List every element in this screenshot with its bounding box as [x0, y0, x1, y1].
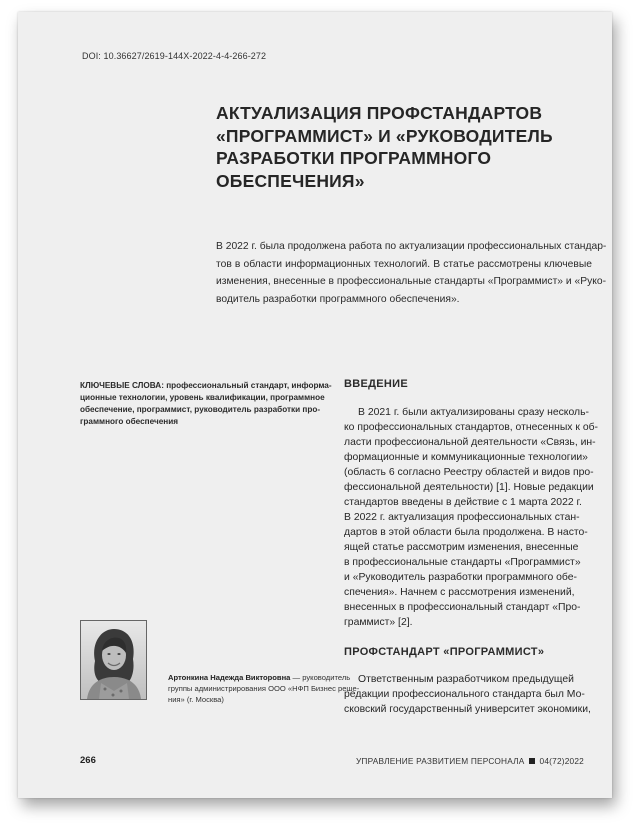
abstract-line: В 2022 г. была продолжена работа по актуализации профессиональных стандар- — [216, 241, 607, 252]
intro-line: фессиональной деятельности) [1]. Новые редакции — [344, 482, 594, 493]
abstract-line: изменения, внесенные в профессиональные стандарты «Программист» и «Руко- — [216, 276, 606, 287]
intro-line: дартов в этой области была продолжена. В насто- — [344, 527, 588, 538]
programmer-line: редакции профессионального стандарта был Мо- — [344, 689, 585, 700]
intro-line: ящей статье рассмотрим изменения, внесенные — [344, 542, 579, 553]
programmer-heading: ПРОФСТАНДАРТ «ПРОГРАММИСТ» — [344, 646, 545, 658]
intro-paragraph — [344, 405, 599, 630]
author-line: ния» (г. Москва) — [168, 695, 224, 704]
title-line: РАЗРАБОТКИ ПРОГРАММНОГО — [216, 148, 492, 168]
intro-heading: ВВЕДЕНИЕ — [344, 378, 408, 390]
title-line: ОБЕСПЕЧЕНИЯ» — [216, 170, 365, 191]
intro-line: граммист» [2]. — [344, 617, 413, 628]
title-line: «ПРОГРАММИСТ» И «РУКОВОДИТЕЛЬ — [216, 125, 553, 146]
intro-line: В 2021 г. были актуализированы сразу несколь- — [358, 407, 589, 418]
author-photo — [80, 620, 147, 700]
intro-line: (область 6 согласно Реестру областей и видов про- — [344, 467, 594, 478]
author-portrait-icon — [81, 621, 146, 699]
keywords-line: КЛЮЧЕВЫЕ СЛОВА: профессиональный стандарт, информа- — [80, 381, 332, 390]
doi: DOI: 10.36627/2619-144X-2022-4-4-266-272 — [82, 51, 267, 61]
programmer-line: Ответственным разработчиком предыдущей — [358, 674, 574, 685]
intro-line: спечения». Начнем с рассмотрения изменений, — [344, 587, 575, 598]
title-line: АКТУАЛИЗАЦИЯ ПРОФСТАНДАРТОВ — [216, 103, 543, 123]
programmer-line: сковский государственный университет экономики, — [344, 704, 591, 715]
journal-name: УПРАВЛЕНИЕ РАЗВИТИЕМ ПЕРСОНАЛА — [355, 756, 525, 766]
author-line: группы администрирования ООО «НФП Бизнес реше- — [168, 684, 360, 693]
abstract — [216, 238, 607, 308]
intro-line: стандартов введены в действие с 1 марта 2022 г. — [344, 497, 582, 508]
intro-line: и «Руководитель разработки программного обе- — [344, 572, 577, 583]
page-number: 266 — [80, 755, 96, 766]
intro-line: В 2022 г. актуализация профессиональных стан- — [344, 512, 580, 523]
intro-line: ко профессиональных стандартов, отнесенных к об- — [344, 422, 599, 433]
author-info — [168, 672, 360, 705]
article-title — [216, 102, 576, 192]
keywords-line: граммного обеспечения — [80, 417, 179, 426]
intro-line: внесенных в профессиональный стандарт «Про- — [344, 602, 581, 613]
author-role: — руководитель — [290, 673, 351, 682]
author-line-1 — [168, 672, 351, 683]
author-name: Артонкина Надежда Викторовна — [168, 673, 291, 682]
intro-line: формационные и коммуникационные технологии» — [344, 452, 588, 463]
programmer-paragraph — [344, 672, 592, 717]
intro-line: ласти профессиональной деятельности «Связь, ин- — [344, 437, 596, 448]
keywords — [80, 380, 332, 428]
journal-page — [18, 12, 612, 798]
keywords-line: ционные технологии, уровень квалификации, программное — [80, 393, 325, 402]
keywords-line: обеспечение, программист, руководитель разработки про- — [80, 405, 321, 414]
abstract-line: тов в области информационных технологий. В статье рассмотрены ключевые — [216, 258, 592, 270]
square-bullet-icon — [529, 758, 535, 764]
intro-line: в профессиональные стандарты «Программист» — [344, 557, 581, 568]
journal-issue: 04(72)2022 — [539, 756, 584, 766]
abstract-line: водитель разработки программного обеспечения». — [216, 293, 460, 305]
journal-footer — [356, 756, 584, 766]
